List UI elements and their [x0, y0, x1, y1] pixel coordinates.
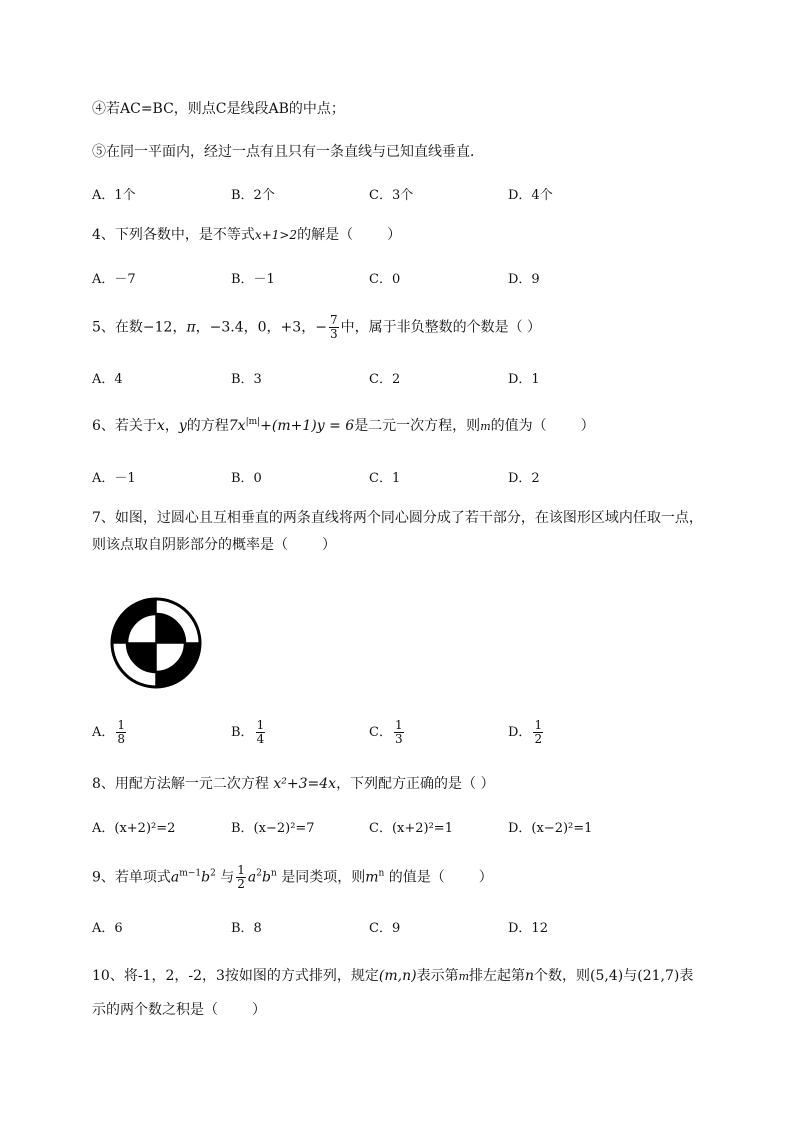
q8-option-a: A．(x+2)²=2 — [92, 821, 176, 836]
q5-frac-den: 3 — [329, 327, 338, 341]
q4-option-d: D．9 — [508, 272, 540, 287]
q4-stem — [92, 225, 401, 245]
q7-a-den: 8 — [117, 732, 126, 746]
q6-option-a: A．－1 — [92, 471, 136, 486]
q4-option-b: B．－1 — [231, 272, 275, 287]
q6-comma: ， — [164, 418, 179, 434]
q6-mid: 的方程 — [186, 418, 229, 434]
q5-option-b: B．3 — [231, 372, 262, 387]
q10-var-n: n — [525, 968, 535, 984]
q7-c-fraction — [394, 719, 404, 746]
q5-suffix: 中，属于非负整数的个数是（ ） — [340, 319, 542, 336]
q6-close: ） — [580, 418, 595, 434]
q5-fraction — [329, 314, 339, 341]
q6-option-d: D．2 — [508, 471, 540, 486]
q7-a-num: 1 — [117, 718, 126, 732]
q6-eq-exponent: |m| — [245, 417, 261, 427]
q10-part-a: 10、将-1，2，-2，3按如图的方式排列，规定 — [92, 968, 379, 984]
concentric-circles-figure — [106, 597, 206, 689]
q9-term2-a-exp: 2 — [256, 868, 262, 879]
q5-prefix: 5、在数−12， — [92, 319, 187, 336]
q4-option-c: C．0 — [369, 272, 401, 287]
q7-d-label: D． — [508, 725, 532, 740]
q7-c-num: 1 — [394, 718, 403, 732]
q10-line2: 示的两个数之积是（ — [92, 1002, 218, 1018]
q4-suffix: 的解是（ — [297, 227, 354, 243]
q8-option-c: C．(x+2)²=1 — [369, 821, 453, 836]
q10-part-f: 表 — [679, 968, 694, 984]
q6-var-x: x — [156, 418, 165, 434]
q9-option-b: B．8 — [231, 921, 262, 936]
q6-var-m: m — [480, 420, 491, 433]
q3-option-d: D．4个 — [508, 188, 553, 203]
q4-inequality: x+1>2 — [254, 228, 298, 242]
q7-option-b — [231, 719, 267, 746]
q7-b-label: B． — [231, 725, 254, 740]
q9-term2-a: a — [247, 869, 257, 886]
q7-option-c — [369, 719, 406, 746]
q7-stem-line1: 7、如图，过圆心且互相垂直的两条直线将两个同心圆分成了若干部分，在该图形区域内任取一点， — [92, 510, 703, 526]
q6-stem — [92, 416, 595, 437]
q7-d-den: 2 — [534, 732, 543, 746]
q7-c-label: C． — [369, 725, 392, 740]
q6-var-y: y — [178, 418, 187, 434]
q8-stem — [92, 774, 495, 794]
q3-option-a: A．1个 — [92, 188, 136, 203]
q8-suffix: ，下列配方正确的是（ ） — [336, 776, 495, 792]
q7-b-fraction — [256, 719, 266, 746]
q9-frac-den: 2 — [237, 877, 245, 891]
q9-option-d: D．12 — [508, 921, 548, 936]
q10-stem-line2 — [92, 1000, 266, 1020]
q10-part-e: 与 — [623, 968, 638, 984]
q10-part-b: 表示第 — [416, 968, 459, 984]
q6-eq-term2: +(m+1)y = 6 — [260, 418, 355, 434]
q3-option-c: C．3个 — [369, 188, 414, 203]
statement-4: ④若AC=BC，则点C是线段AB的中点； — [92, 101, 345, 117]
q7-option-a — [92, 719, 128, 746]
q8-option-d: D．(x−2)²=1 — [508, 821, 593, 836]
q6-suffix: 的值为（ — [490, 418, 547, 434]
q5-middle: ，−3.4，0，+3，− — [195, 319, 327, 336]
q9-term1-b-exp: 2 — [210, 868, 216, 879]
q9-option-c: C．9 — [369, 921, 401, 936]
q5-stem — [92, 314, 541, 341]
q10-var-m: m — [458, 970, 470, 983]
q9-mid: 与 — [220, 869, 235, 886]
q9-term1-b: b — [201, 869, 211, 886]
q10-close: ） — [252, 1002, 266, 1018]
q7-line2: 则该点取自阴影部分的概率是（ — [92, 537, 288, 553]
q5-frac-num: 7 — [329, 313, 338, 327]
q6-eq-term1: 7x — [228, 418, 246, 434]
q5-pi: π — [186, 319, 196, 336]
q7-c-den: 3 — [394, 732, 403, 746]
q7-b-den: 4 — [256, 732, 265, 746]
q10-part-c: 排左起第 — [469, 968, 526, 984]
q9-term1-a-exp: m−1 — [179, 868, 202, 879]
q6-option-b: B．0 — [231, 471, 262, 486]
q10-part-d: 个数，则 — [534, 968, 591, 984]
q7-stem-line2 — [92, 535, 336, 555]
q9-term1-a: a — [170, 869, 180, 886]
q10-pair-mn: (m,n) — [378, 968, 417, 984]
q9-suffix: 的值是（ — [388, 869, 445, 886]
q4-close: ） — [387, 227, 402, 243]
q10-pair-5-4: (5,4) — [590, 968, 624, 984]
q7-d-num: 1 — [534, 718, 543, 732]
q8-option-b: B．(x−2)²=7 — [231, 821, 315, 836]
q9-term2-b: b — [261, 869, 271, 886]
q10-pair-21-7: (21,7) — [637, 968, 680, 984]
q7-close: ） — [322, 537, 336, 553]
q7-a-label: A． — [92, 725, 115, 740]
q4-prefix: 4、下列各数中，是不等式 — [92, 227, 255, 243]
q9-option-a: A．6 — [92, 921, 123, 936]
q7-b-num: 1 — [256, 718, 265, 732]
q5-option-a: A．4 — [92, 372, 123, 387]
q6-mid2: 是二元一次方程，则 — [354, 418, 481, 434]
q10-stem-line1 — [92, 966, 693, 987]
q5-option-d: D．1 — [508, 372, 540, 387]
q8-equation: x²+3=4x — [273, 776, 337, 792]
q9-result-base: m — [365, 869, 379, 886]
q3-option-b: B．2个 — [231, 188, 275, 203]
statement-5: ⑤在同一平面内，经过一点有且只有一条直线与已知直线垂直． — [92, 144, 484, 160]
q9-close: ） — [478, 869, 493, 886]
q9-term2-b-exp: n — [270, 868, 277, 879]
q4-option-a: A．－7 — [92, 272, 136, 287]
q7-d-fraction — [533, 719, 543, 746]
q6-prefix: 6、若关于 — [92, 418, 157, 434]
q9-mid2: 是同类项，则 — [281, 869, 366, 886]
q9-prefix: 9、若单项式 — [92, 869, 171, 886]
q8-prefix: 8、用配方法解一元二次方程 — [92, 776, 269, 792]
q9-fraction — [236, 864, 246, 891]
q7-a-fraction — [116, 719, 126, 746]
q9-stem — [92, 864, 493, 891]
q6-option-c: C．1 — [369, 471, 401, 486]
q5-option-c: C．2 — [369, 372, 401, 387]
q7-option-d — [508, 719, 545, 746]
q9-result-exp: n — [378, 868, 385, 879]
q9-frac-num: 1 — [237, 863, 245, 877]
